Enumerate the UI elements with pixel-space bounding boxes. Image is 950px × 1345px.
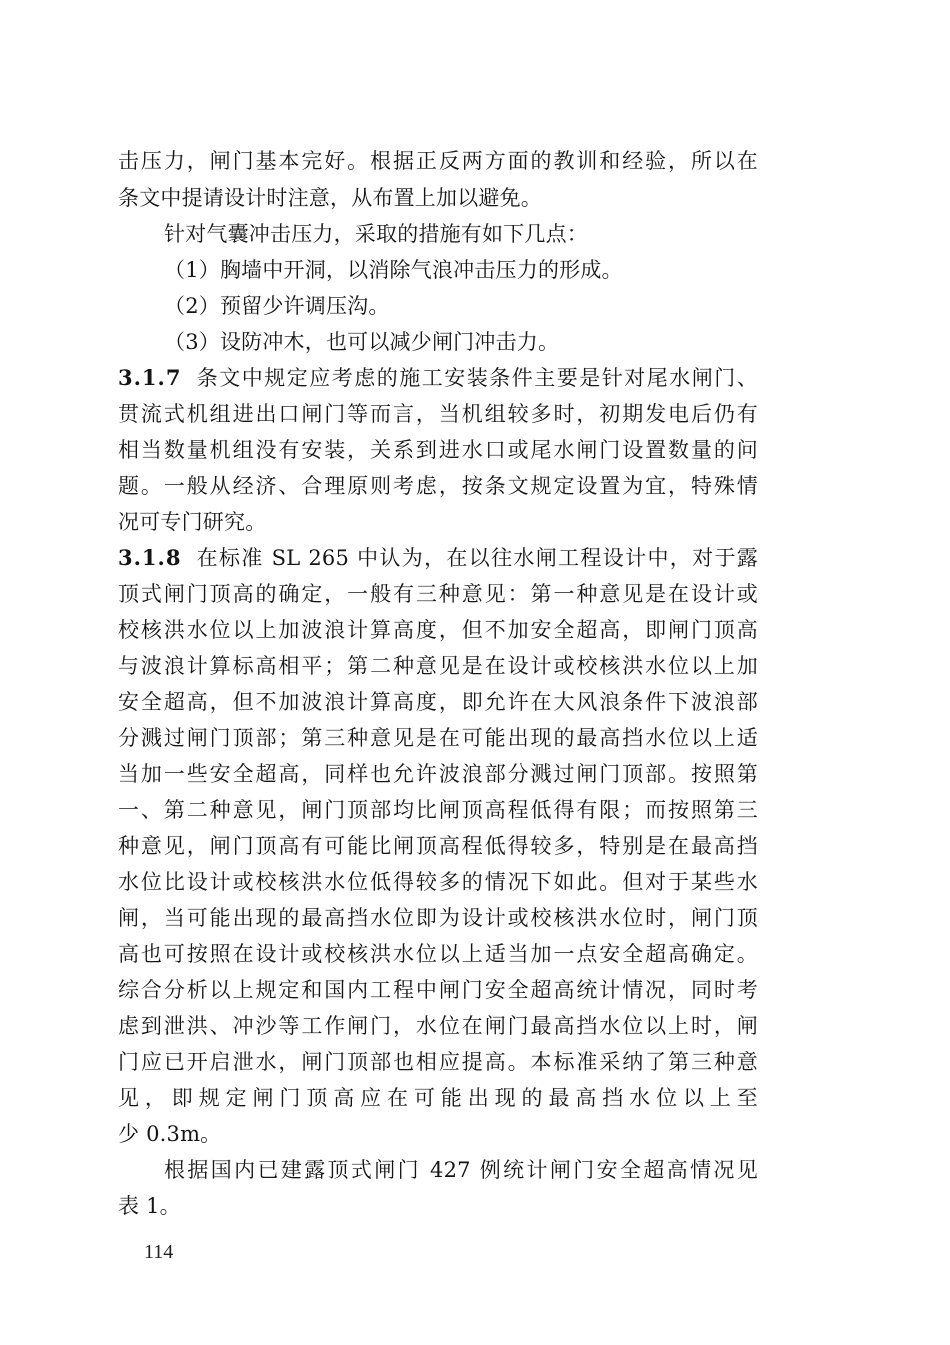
text-line: 当加一些安全超高，同样也允许波浪部分溅过闸门顶部。按照第 xyxy=(118,762,758,786)
section-number: 3.1.7 xyxy=(118,365,182,390)
text-line: 分溅过闸门顶部；第三种意见是在可能出现的最高挡水位以上适 xyxy=(118,726,758,750)
text-line: 虑到泄洪、冲沙等工作闸门，水位在闸门最高挡水位以上时，闸 xyxy=(118,1014,758,1038)
text-line: 高也可按照在设计或校核洪水位以上适当加一点安全超高确定。 xyxy=(118,942,758,966)
text-line: （2）预留少许调压沟。 xyxy=(164,294,390,318)
text-line: 况可专门研究。 xyxy=(118,510,267,534)
text-line: 综合分析以上规定和国内工程中闸门安全超高统计情况，同时考 xyxy=(118,978,758,1002)
text-line: 与波浪计算标高相平；第二种意见是在设计或校核洪水位以上加 xyxy=(118,654,758,678)
text-line: 相当数量机组没有安装，关系到进水口或尾水闸门设置数量的问 xyxy=(118,438,758,462)
text-line: 条文中提请设计时注意，从布置上加以避免。 xyxy=(118,186,542,210)
text-span: 条文中规定应考虑的施工安装条件主要是针对尾水闸门、 xyxy=(195,366,758,390)
text-line: （3）设防冲木，也可以减少闸门冲击力。 xyxy=(164,330,560,354)
section-3-1-8-first-line xyxy=(118,540,758,576)
text-line: 见，即规定闸门顶高应在可能出现的最高挡水位以上至 xyxy=(118,1086,758,1110)
text-line: 击压力，闸门基本完好。根据正反两方面的教训和经验，所以在 xyxy=(118,149,758,173)
text-line: 门应已开启泄水，闸门顶部也相应提高。本标准采纳了第三种意 xyxy=(118,1050,758,1074)
text-line: 一、第二种意见，闸门顶部均比闸顶高程低得有限；而按照第三 xyxy=(118,798,758,822)
text-line: 题。一般从经济、合理原则考虑，按条文规定设置为宜，特殊情 xyxy=(118,474,758,498)
text-line: 种意见，闸门顶高有可能比闸顶高程低得较多，特别是在最高挡 xyxy=(118,834,758,858)
text-line: 安全超高，但不加波浪计算高度，即允许在大风浪条件下波浪部 xyxy=(118,690,758,714)
text-line: （1）胸墙中开洞，以消除气浪冲击压力的形成。 xyxy=(164,258,623,282)
section-3-1-7-first-line xyxy=(118,360,758,396)
section-number: 3.1.8 xyxy=(118,545,182,570)
text-line: 贯流式机组进出口闸门等而言，当机组较多时，初期发电后仍有 xyxy=(118,402,758,426)
text-line: 水位比设计或校核洪水位低得较多的情况下如此。但对于某些水 xyxy=(118,870,758,894)
text-line: 针对气囊冲击压力，采取的措施有如下几点： xyxy=(164,222,588,246)
text-line: 闸，当可能出现的最高挡水位即为设计或校核洪水位时，闸门顶 xyxy=(118,906,758,930)
text-span: 在标准 SL 265 中认为，在以往水闸工程设计中，对于露 xyxy=(195,546,758,570)
text-line: 顶式闸门顶高的确定，一般有三种意见：第一种意见是在设计或 xyxy=(118,582,758,606)
text-line: 校核洪水位以上加波浪计算高度，但不加安全超高，即闸门顶高 xyxy=(118,618,758,642)
page-number: 114 xyxy=(144,1241,174,1263)
text-line: 表 1。 xyxy=(118,1194,181,1218)
text-line: 少 0.3m。 xyxy=(118,1122,222,1146)
text-line: 根据国内已建露顶式闸门 427 例统计闸门安全超高情况见 xyxy=(164,1158,758,1182)
